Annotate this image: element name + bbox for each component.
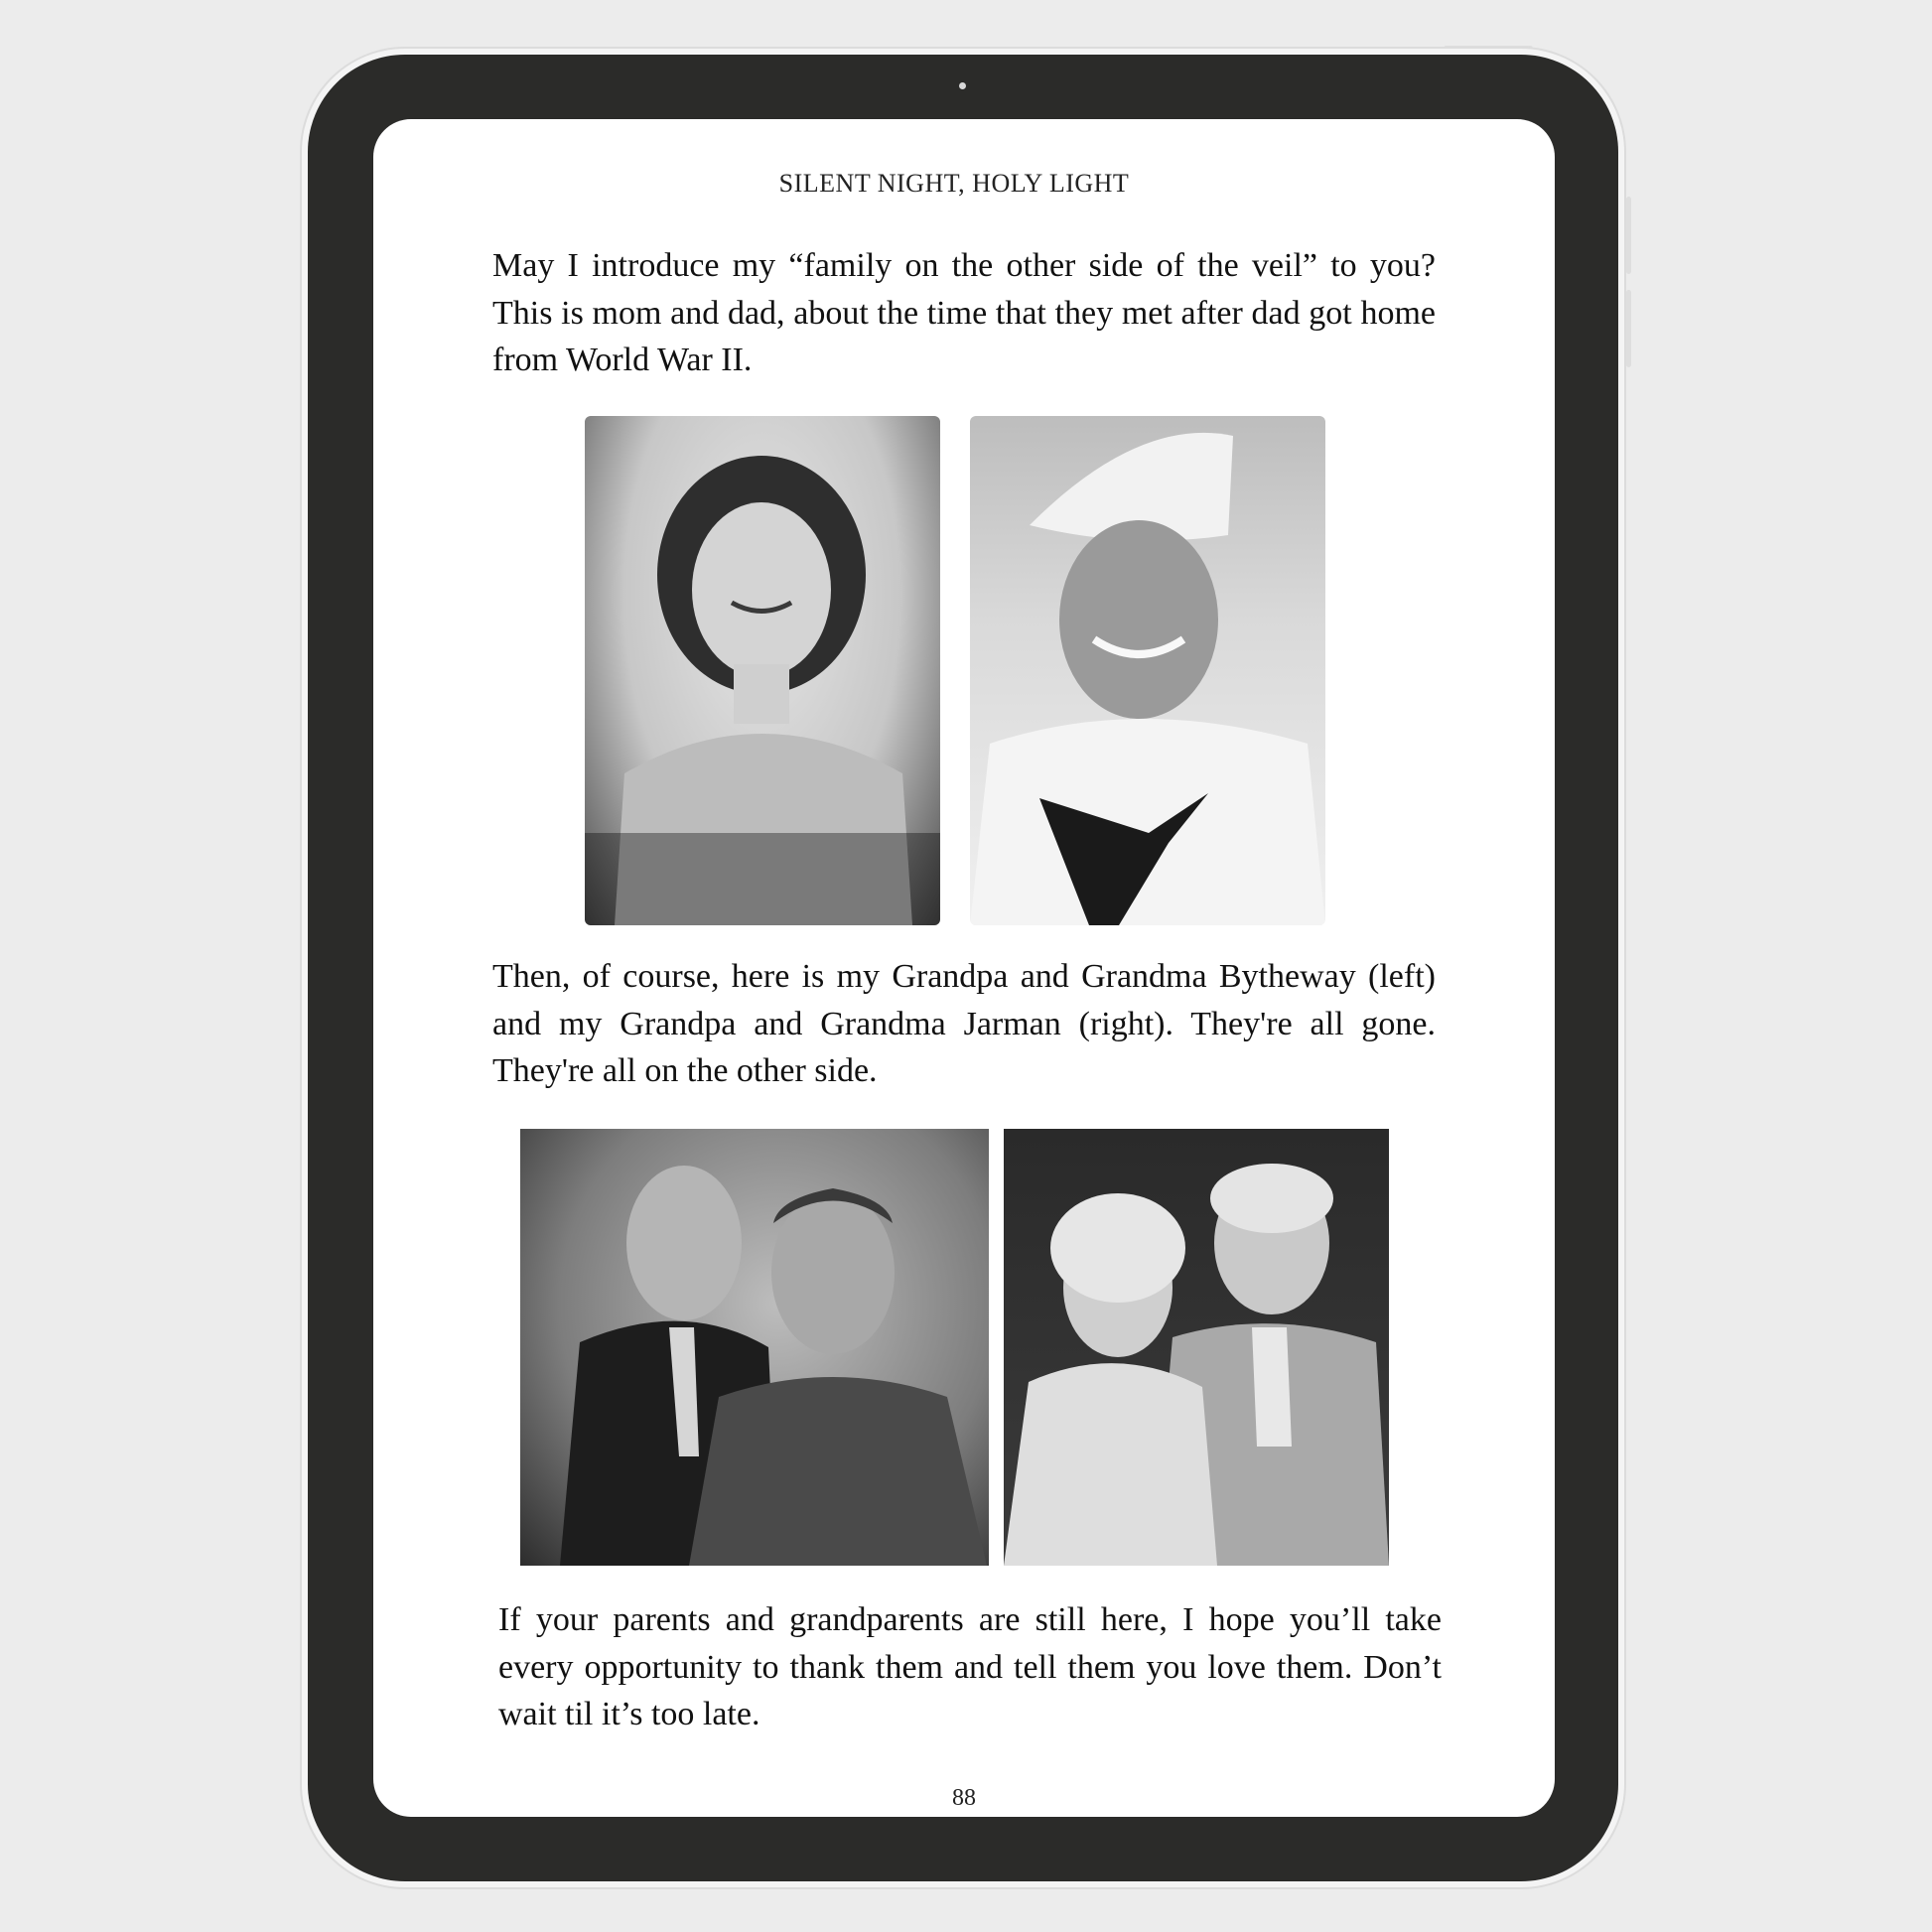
photo-grandparents-jarman [1004,1129,1389,1566]
paragraph-intro: May I introduce my “family on the other side of the veil” to you? This is mom and dad, about the time that they met after dad got home from World War II. [492,247,1436,378]
paragraph-grandparents: Then, of course, here is my Grandpa and Grandma Bytheway (left) and my Grandpa and Grandma Jarman (right). They're all gone. They're all on the other side. [492,958,1436,1089]
running-head: SILENT NIGHT, HOLY LIGHT [778,169,1130,198]
power-button[interactable] [1444,46,1533,51]
volume-down-button[interactable] [1626,290,1631,367]
volume-up-button[interactable] [1626,197,1631,274]
paragraph-closing: If your parents and grandparents are still here, I hope you’ll take every opportunity to thank them and tell them you love them. Don’t wait til it’s too late. [498,1601,1442,1732]
front-camera-icon [959,82,966,89]
photo-grandparents-bytheway [520,1129,989,1566]
ebook-page[interactable] [373,119,1555,1817]
page-number: 88 [952,1785,976,1811]
photo-dad [970,416,1325,925]
photo-mom [585,416,940,925]
